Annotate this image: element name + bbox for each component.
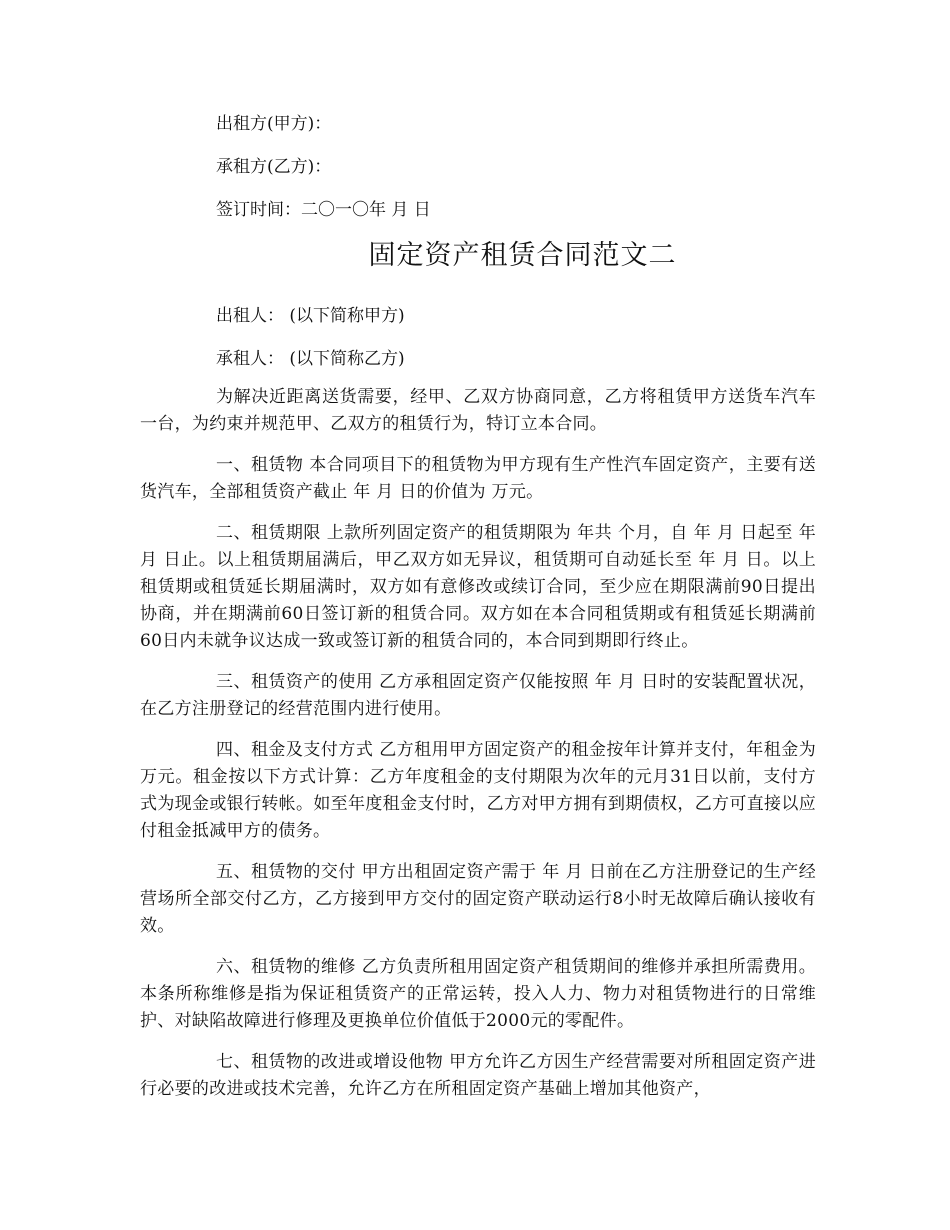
lessor-party-a-line: 出租方(甲方)： xyxy=(216,114,332,134)
paragraph-clause-7: 七、租赁物的改进或增设他物 甲方允许乙方因生产经营需要对所租固定资产进行必要的改进或技术完善，允许乙方在所租固定资产基础上增加其他资产， xyxy=(140,1052,816,1099)
lessee-line: 承租人： (以下简称乙方) xyxy=(216,349,405,369)
paragraph-clause-4: 四、租金及支付方式 乙方租用甲方固定资产的租金按年计算并支付，年租金为 万元。租金按以下方式计算：乙方年度租金的支付期限为次年的元月31日以前，支付方式为现金或银行转帐。如至年度租金支付时，乙方对甲方拥有到期债权，乙方可直接以应付租金抵减甲方的债务。 xyxy=(140,740,816,841)
document-title: 固定资产租赁合同范文二 xyxy=(368,240,677,271)
paragraph-clause-1: 一、租赁物 本合同项目下的租赁物为甲方现有生产性汽车固定资产，主要有送货汽车，全部租赁资产截止 年 月 日的价值为 万元。 xyxy=(140,455,816,502)
signing-date-line: 签订时间：二〇一〇年 月 日 xyxy=(216,200,431,220)
lessor-line: 出租人： (以下简称甲方) xyxy=(216,306,405,326)
lessee-party-b-line: 承租方(乙方)： xyxy=(216,157,332,177)
contract-body xyxy=(140,384,816,1117)
paragraph-clause-5: 五、租赁物的交付 甲方出租固定资产需于 年 月 日前在乙方注册登记的生产经营场所全部交付乙方，乙方接到甲方交付的固定资产联动运行8小时无故障后确认接收有效。 xyxy=(140,862,816,936)
paragraph-intro: 为解决近距离送货需要，经甲、乙双方协商同意，乙方将租赁甲方送货车汽车一台，为约束并规范甲、乙双方的租赁行为，特订立本合同。 xyxy=(140,387,816,434)
paragraph-clause-2: 二、租赁期限 上款所列固定资产的租赁期限为 年共 个月，自 年 月 日起至 年 月 日止。以上租赁期届满后，甲乙双方如无异议，租赁期可自动延长至 年 月 日。以上租赁期或租赁延长期届满时，双方如有意修改或续订合同，至少应在期限满前90日提出协商，并在期满前60日签订新的租赁合同。双方如在本合同租赁期或有租赁延长期满前60日内未就争议达成一致或签订新的租赁合同的，本合同到期即行终止。 xyxy=(140,523,816,651)
paragraph-clause-6: 六、租赁物的维修 乙方负责所租用固定资产租赁期间的维修并承担所需费用。本条所称维修是指为保证租赁资产的正常运转，投入人力、物力对租赁物进行的日常维护、对缺陷故障进行修理及更换单位价值低于2000元的零配件。 xyxy=(140,957,816,1031)
paragraph-clause-3: 三、租赁资产的使用 乙方承租固定资产仅能按照 年 月 日时的安装配置状况，在乙方注册登记的经营范围内进行使用。 xyxy=(140,672,816,719)
